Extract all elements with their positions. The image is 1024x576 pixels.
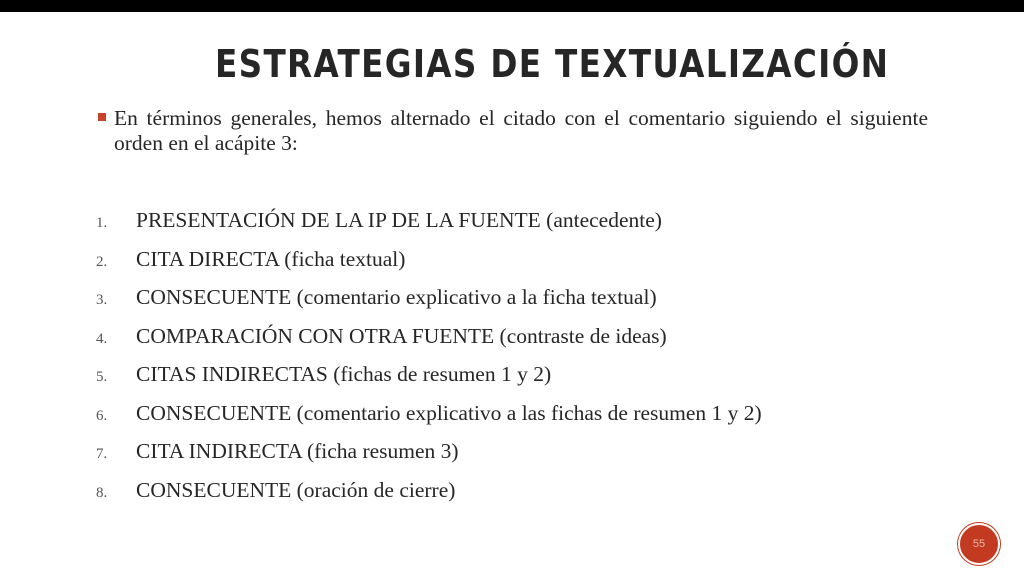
item-number: 4. — [96, 330, 108, 347]
item-number: 8. — [96, 484, 108, 501]
item-number: 3. — [96, 292, 108, 308]
list-item — [96, 205, 762, 244]
page-number-badge — [958, 523, 1000, 565]
intro-bullet-item — [98, 106, 928, 156]
list-item — [96, 475, 762, 514]
item-text: CITAS INDIRECTAS (fichas de resumen 1 y 2) — [136, 362, 552, 386]
item-text: CONSECUENTE (comentario explicativo a la ficha textual) — [136, 285, 657, 309]
item-text: PRESENTACIÓN DE LA IP DE LA FUENTE (antecedente) — [136, 208, 662, 232]
intro-text: En términos generales, hemos alternado el citado con el comentario siguiendo el siguiente orden en el acápite 3: — [114, 106, 928, 155]
slide-title: ESTRATEGIAS DE TEXTUALIZACIÓN — [215, 42, 890, 86]
item-text: CONSECUENTE (oración de cierre) — [136, 477, 456, 502]
item-text: CITA INDIRECTA (ficha resumen 3) — [136, 439, 459, 463]
list-item — [96, 359, 762, 398]
item-number: 6. — [96, 407, 108, 424]
top-accent-bar — [0, 0, 1024, 12]
item-number: 2. — [96, 253, 108, 270]
item-text: CONSECUENTE (comentario explicativo a las fichas de resumen 1 y 2) — [136, 400, 762, 425]
item-text: COMPARACIÓN CON OTRA FUENTE (contraste de ideas) — [136, 323, 667, 348]
list-item — [96, 398, 762, 437]
steps-list — [96, 205, 762, 513]
list-item — [96, 436, 762, 475]
list-item — [96, 244, 762, 283]
square-bullet-icon — [98, 113, 106, 121]
item-number: 5. — [96, 369, 108, 385]
item-number: 1. — [96, 215, 108, 231]
list-item — [96, 321, 762, 360]
item-text: CITA DIRECTA (ficha textual) — [136, 246, 406, 271]
item-number: 7. — [96, 446, 108, 462]
list-item — [96, 282, 762, 321]
page-number: 55 — [972, 538, 986, 550]
